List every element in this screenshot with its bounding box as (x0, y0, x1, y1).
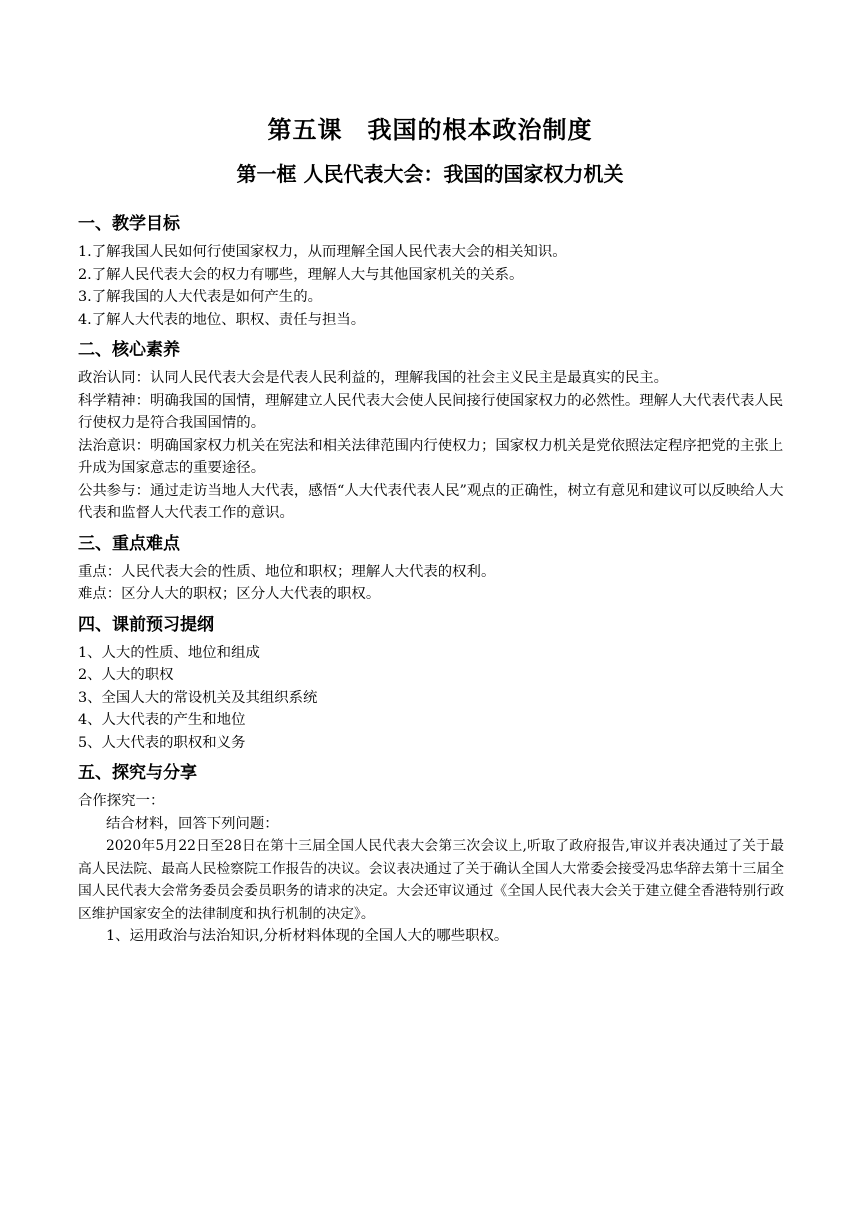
outline-item: 4、人大代表的产生和地位 (78, 712, 246, 728)
objective-item: 3.了解我国的人大代表是如何产生的。 (78, 289, 322, 305)
question-item: 1、运用政治与法治知识,分析材料体现的全国人大的哪些职权。 (106, 928, 509, 944)
document-body (78, 205, 784, 948)
objective-item: 1.了解我国人民如何行使国家权力，从而理解全国人民代表大会的相关知识。 (78, 244, 567, 260)
key-point-item: 难点：区分人大的职权；区分人大代表的职权。 (78, 586, 381, 602)
cooperation-label: 合作探究一： (78, 793, 165, 809)
outline-item: 1、人大的性质、地位和组成 (78, 644, 260, 661)
section-heading-explore-share: 五、探究与分享 (78, 763, 197, 783)
section-heading-key-points: 三、重点难点 (78, 533, 180, 554)
section-heading-objectives: 一、教学目标 (78, 214, 180, 234)
section-heading-preview-outline: 四、课前预习提纲 (78, 614, 214, 635)
literacy-paragraph: 公共参与：通过走访当地人大代表，感悟“人大代表代表人民”观点的正确性，树立有意见和建议可以反映给人大代表和监督人大代表工作的意识。 (78, 482, 784, 521)
objective-item: 2.了解人民代表大会的权力有哪些，理解人大与其他国家机关的关系。 (78, 266, 524, 283)
section-heading-core-literacy: 二、核心素养 (78, 340, 180, 360)
objective-item: 4.了解人大代表的地位、职权、责任与担当。 (78, 311, 366, 328)
lesson-subtitle: 第一框 人民代表大会：我国的国家权力机关 (236, 162, 624, 186)
key-point-item: 重点：人民代表大会的性质、地位和职权；理解人大代表的权利。 (78, 563, 496, 580)
lesson-title: 第五课 我国的根本政治制度 (267, 116, 593, 144)
outline-item: 2、人大的职权 (78, 667, 174, 683)
outline-item: 5、人大代表的职权和义务 (78, 734, 246, 751)
literacy-paragraph: 科学精神：明确我国的国情，理解建立人民代表大会使人民间接行使国家权力的必然性。理解人大代表代表人民行使权力是符合我国国情的。 (78, 392, 784, 431)
material-paragraph: 2020年5月22日至28日在第十三届全国人民代表大会第三次会议上,听取了政府报告,审议并表决通过了关于最高人民法院、最高人民检察院工作报告的决议。会议表决通过了关于确认全国人大常委会接受冯忠华辞去第十三届全国人民代表大会常务委员会委员职务的请求的决定。大会还审议通过《全国人民代表大会关于建立健全香港特别行政区维护国家安全的法律制度和执行机制的决定》。 (78, 838, 784, 922)
literacy-paragraph: 法治意识：明确国家权力机关在宪法和相关法律范围内行使权力；国家权力机关是党依照法定程序把党的主张上升成为国家意志的重要途径。 (78, 437, 784, 476)
task-intro: 结合材料，回答下列问题： (106, 815, 279, 832)
literacy-paragraph: 政治认同：认同人民代表大会是代表人民利益的，理解我国的社会主义民主是最真实的民主。 (78, 370, 669, 386)
outline-item: 3、全国人大的常设机关及其组织系统 (78, 689, 318, 706)
